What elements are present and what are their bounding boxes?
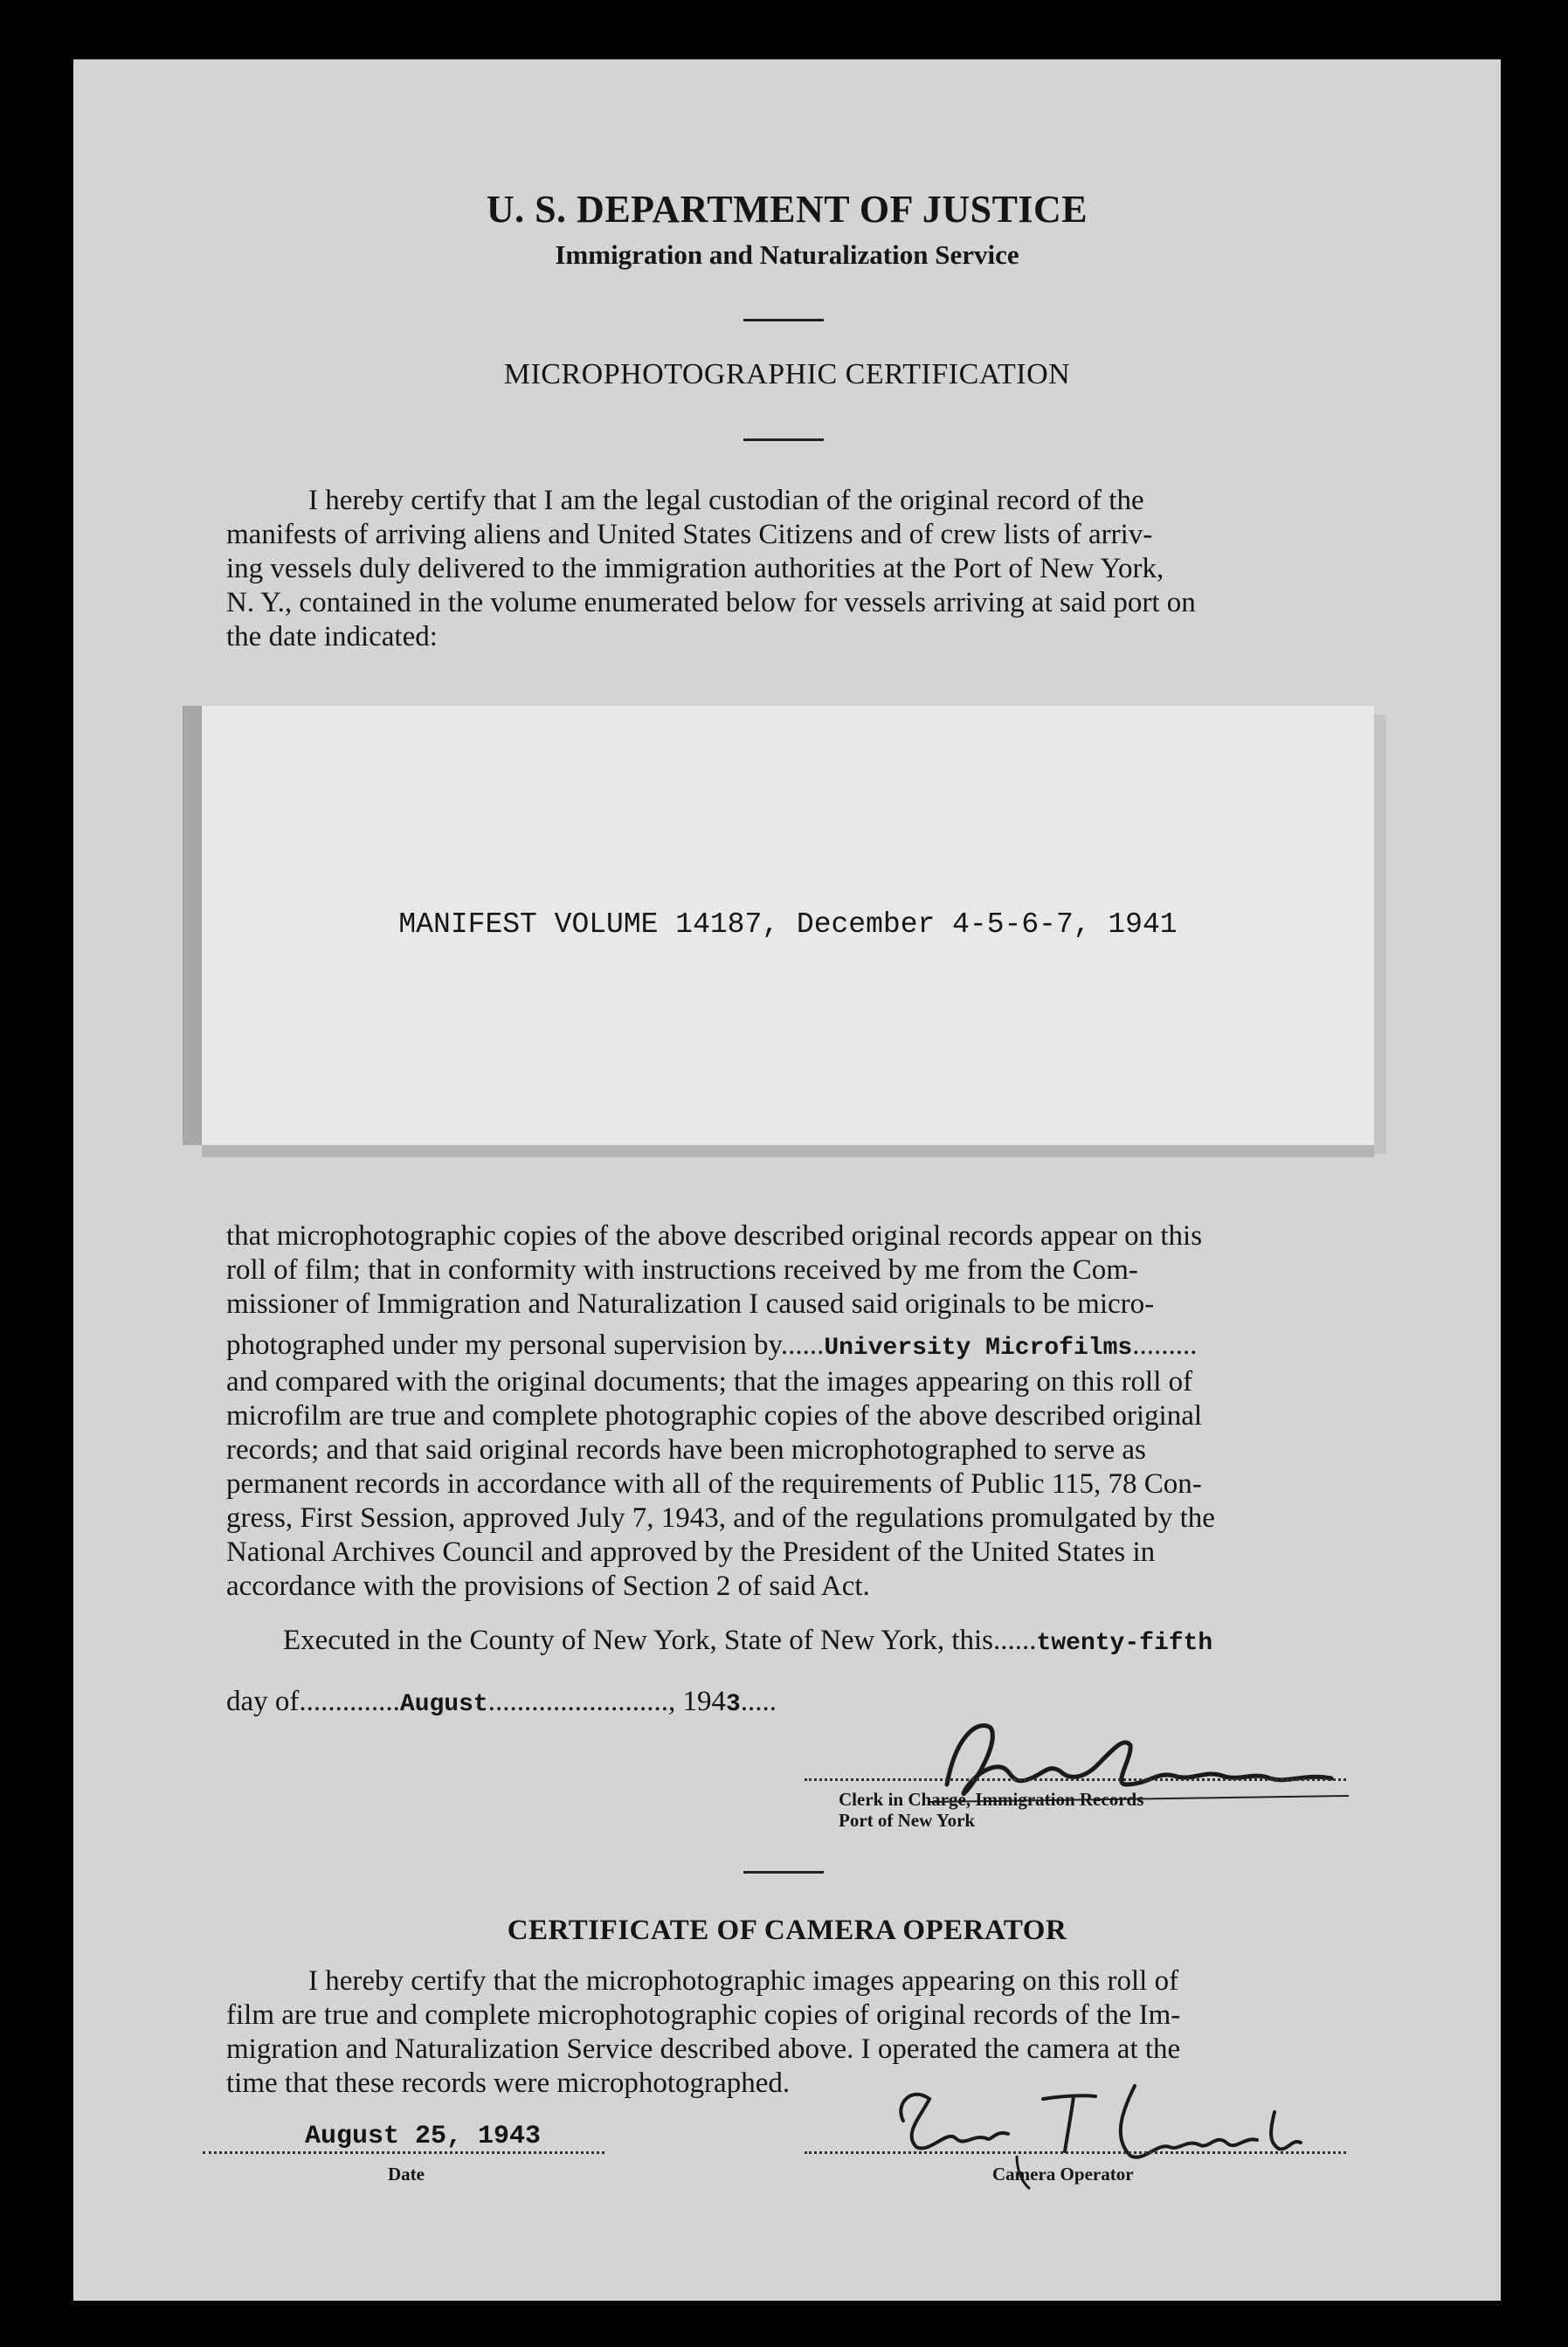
body-line: gress, First Session, approved July 7, 1943, and of the regulations promulgated by the bbox=[226, 1502, 1215, 1534]
day-of-line bbox=[226, 1686, 777, 1718]
camera-line: film are true and complete microphotographic copies of original records of the Im- bbox=[226, 1999, 1181, 2031]
body-line: microfilm are true and complete photographic copies of the above described original bbox=[226, 1400, 1203, 1432]
divider-middle bbox=[743, 438, 824, 441]
camera-certificate-title: CERTIFICATE OF CAMERA OPERATOR bbox=[507, 1915, 1067, 1946]
execution-line bbox=[283, 1625, 1212, 1657]
year-suffix: ..... bbox=[740, 1686, 777, 1717]
intro-line: I hereby certify that I am the legal custodian of the original record of the bbox=[308, 485, 1144, 516]
operator-label: Camera Operator bbox=[992, 2164, 1134, 2185]
intro-line: the date indicated: bbox=[226, 621, 438, 652]
camera-line: time that these records were microphotographed. bbox=[226, 2067, 791, 2099]
certification-title: MICROPHOTOGRAPHIC CERTIFICATION bbox=[503, 358, 1071, 390]
intro-line: manifests of arriving aliens and United States Citizens and of crew lists of arriv- bbox=[226, 519, 1153, 550]
body-line: that microphotographic copies of the above described original records appear on this bbox=[226, 1220, 1203, 1252]
body-line: records; and that said original records have been microphotographed to serve as bbox=[226, 1434, 1146, 1466]
divider-bottom bbox=[743, 1871, 824, 1874]
intro-line: N. Y., contained in the volume enumerated below for vessels arriving at said port on bbox=[226, 587, 1196, 618]
clerk-caption bbox=[839, 1789, 1143, 1831]
document-page bbox=[73, 59, 1501, 2301]
intro-line: ing vessels duly delivered to the immigration authorities at the Port of New York, bbox=[226, 553, 1164, 584]
microfilm-company: University Microfilms bbox=[824, 1335, 1133, 1362]
supervision-suffix: ......... bbox=[1132, 1329, 1198, 1361]
execution-month: August bbox=[399, 1691, 488, 1718]
body-line: roll of film; that in conformity with instructions received by me from the Com- bbox=[226, 1254, 1138, 1286]
intro-paragraph bbox=[226, 484, 1349, 654]
body-line: permanent records in accordance with all of the requirements of Public 115, 78 Con- bbox=[226, 1468, 1202, 1500]
day-of-label: day of.............. bbox=[226, 1686, 400, 1717]
clerk-signature-line bbox=[805, 1778, 1346, 1781]
camera-line: migration and Naturalization Service described above. I operated the camera at the bbox=[226, 2033, 1181, 2065]
month-suffix: ........................., 194 bbox=[487, 1686, 726, 1717]
body-line: National Archives Council and approved by the President of the United States in bbox=[226, 1536, 1156, 1568]
volume-slip bbox=[202, 706, 1374, 1145]
year-digit: 3 bbox=[725, 1691, 741, 1718]
service-subheading: Immigration and Naturalization Service bbox=[555, 239, 1019, 270]
department-heading: U. S. DEPARTMENT OF JUSTICE bbox=[486, 188, 1088, 231]
supervision-prefix: photographed under my personal supervision by...... bbox=[226, 1329, 825, 1361]
clerk-title: Clerk in Charge, Immigration Records bbox=[839, 1789, 1144, 1810]
clerk-port: Port of New York bbox=[839, 1810, 976, 1831]
body-paragraph bbox=[226, 1219, 1349, 1604]
execution-day: twenty-fifth bbox=[1036, 1630, 1213, 1657]
body-line: missioner of Immigration and Naturalization I caused said originals to be micro- bbox=[226, 1288, 1155, 1320]
body-line: accordance with the provisions of Section 2 of said Act. bbox=[226, 1570, 870, 1602]
operator-signature-line bbox=[805, 2151, 1346, 2154]
camera-line: I hereby certify that the microphotographic images appearing on this roll of bbox=[308, 1965, 1179, 1997]
body-line: and compared with the original documents; that the images appearing on this roll of bbox=[226, 1366, 1193, 1398]
divider-top bbox=[743, 319, 824, 321]
manifest-volume-text: MANIFEST VOLUME 14187, December 4-5-6-7, 1941 bbox=[398, 908, 1178, 941]
date-line bbox=[203, 2151, 604, 2154]
supervision-line bbox=[226, 1329, 1349, 1365]
camera-date-value: August 25, 1943 bbox=[305, 2122, 542, 2151]
date-label: Date bbox=[388, 2164, 425, 2185]
execution-prefix: Executed in the County of New York, State of New York, this...... bbox=[283, 1625, 1037, 1656]
